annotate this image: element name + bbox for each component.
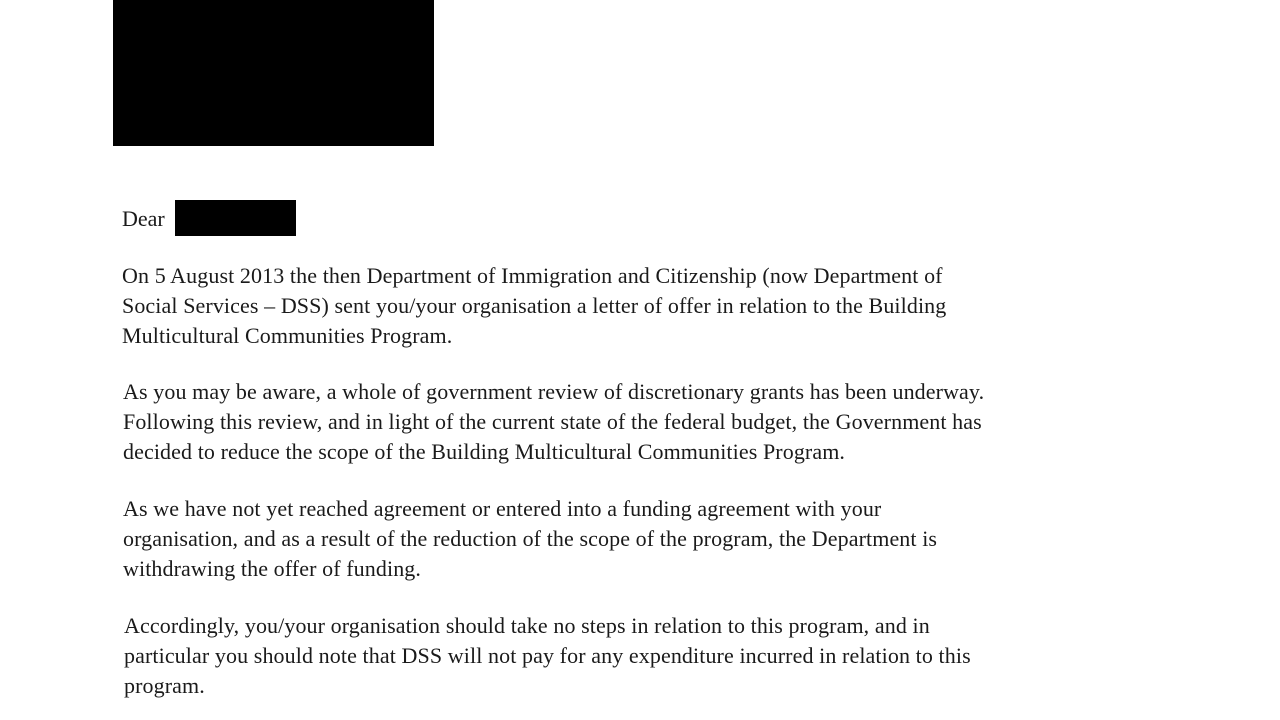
paragraph-line: organisation, and as a result of the reduction of the scope of the program, the Department is <box>123 526 938 551</box>
paragraph-line: decided to reduce the scope of the Building Multicultural Communities Program. <box>123 439 846 464</box>
paragraph-line: As we have not yet reached agreement or entered into a funding agreement with your <box>123 496 882 521</box>
paragraph-offer-letter <box>122 261 1122 351</box>
paragraph-line: withdrawing the offer of funding. <box>123 556 421 581</box>
salutation <box>122 204 296 236</box>
paragraph-line: program. <box>124 673 205 698</box>
redacted-recipient-name <box>175 200 296 236</box>
paragraph-line: As you may be aware, a whole of government review of discretionary grants has been underway. <box>123 379 985 404</box>
paragraph-line: Accordingly, you/your organisation should take no steps in relation to this program, and in <box>124 613 930 638</box>
paragraph-accordingly <box>124 611 1124 701</box>
paragraph-line: Multicultural Communities Program. <box>122 323 453 348</box>
salutation-text: Dear <box>122 206 165 231</box>
paragraph-line: On 5 August 2013 the then Department of Immigration and Citizenship (now Department of <box>122 263 943 288</box>
paragraph-line: Following this review, and in light of the current state of the federal budget, the Government has <box>123 409 982 434</box>
paragraph-line: particular you should note that DSS will not pay for any expenditure incurred in relation to this <box>124 643 971 668</box>
redacted-address-block <box>113 0 434 146</box>
paragraph-line: Social Services – DSS) sent you/your organisation a letter of offer in relation to the Building <box>122 293 947 318</box>
paragraph-review <box>123 377 1123 467</box>
paragraph-withdrawal <box>123 494 1123 584</box>
